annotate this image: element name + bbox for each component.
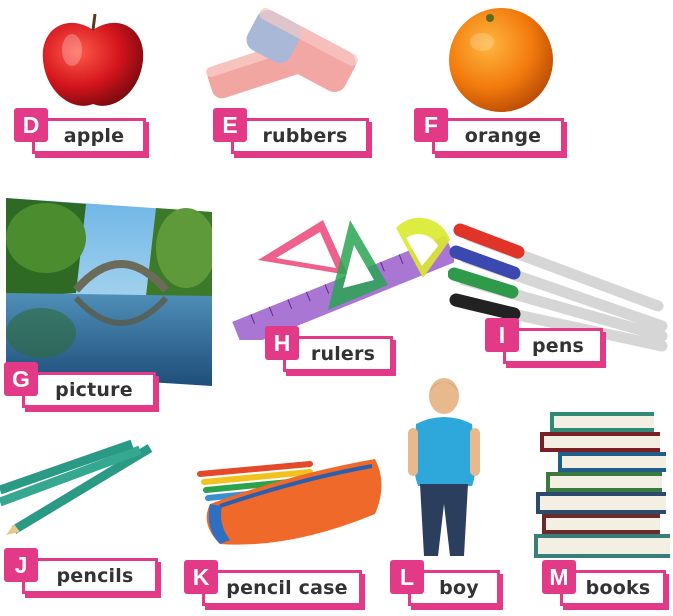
pencil-case-image — [190, 444, 390, 556]
label-apple — [14, 108, 146, 158]
label-word: books — [585, 577, 651, 599]
landscape-picture — [6, 198, 212, 388]
label-books — [542, 560, 666, 610]
label-box — [283, 336, 393, 372]
label-box — [202, 570, 362, 606]
label-letter: K — [184, 560, 218, 594]
label-letter: M — [542, 560, 576, 594]
label-word: pencils — [56, 565, 134, 587]
label-word: rubbers — [262, 125, 348, 147]
books-image — [530, 410, 672, 560]
label-pens — [485, 318, 603, 368]
label-box — [22, 558, 158, 594]
label-word: apple — [63, 125, 125, 147]
pencils-image — [0, 432, 162, 538]
label-letter: G — [4, 362, 38, 396]
label-box — [22, 372, 156, 408]
label-box — [231, 118, 369, 154]
label-letter: H — [265, 326, 299, 360]
orange-image — [442, 2, 560, 114]
label-boy — [390, 560, 500, 610]
label-rulers — [265, 326, 393, 376]
label-word: picture — [55, 379, 133, 401]
label-letter: J — [4, 548, 38, 582]
apple-image — [38, 8, 148, 112]
rubbers-image — [198, 4, 370, 112]
label-rubbers — [213, 108, 369, 158]
label-picture — [4, 362, 156, 412]
label-word: pencil case — [226, 577, 348, 599]
label-box — [432, 118, 564, 154]
label-orange — [414, 108, 564, 158]
boy-image — [402, 374, 488, 560]
label-letter: E — [213, 108, 247, 142]
label-box — [32, 118, 146, 154]
label-letter: F — [414, 108, 448, 142]
label-pencil-case — [184, 560, 362, 610]
label-word: pens — [531, 335, 585, 357]
label-letter: D — [14, 108, 48, 142]
label-word: orange — [464, 125, 542, 147]
label-word: boy — [439, 577, 479, 599]
label-letter: I — [485, 318, 519, 352]
rulers-image — [228, 200, 454, 340]
label-pencils — [4, 548, 158, 598]
label-letter: L — [390, 560, 424, 594]
label-word: rulers — [310, 343, 376, 365]
